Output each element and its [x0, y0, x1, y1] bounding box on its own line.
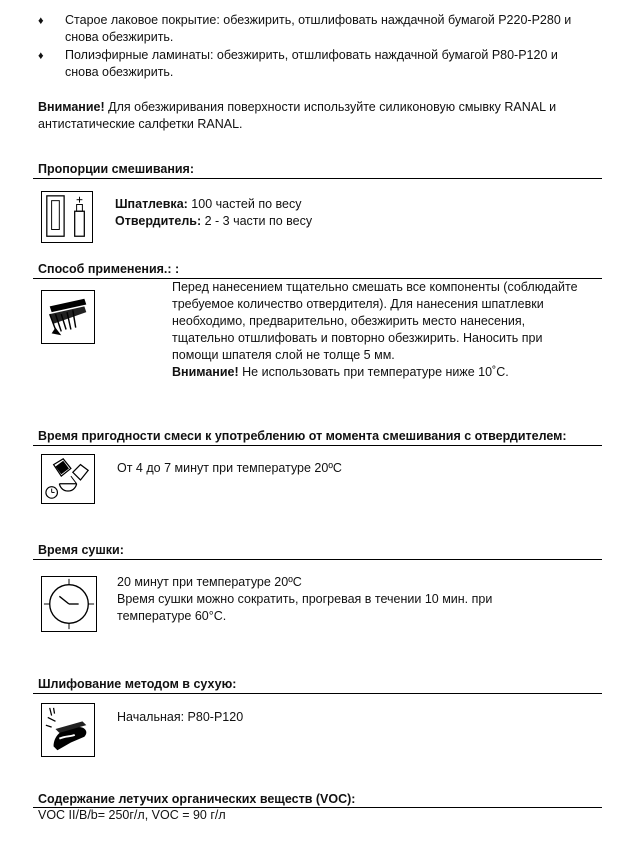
divider: [33, 559, 602, 560]
prep-item-1: Старое лаковое покрытие: обезжирить, отшлифовать наждачной бумагой P220-P280 и снова обезжирить.: [65, 13, 572, 44]
clock-icon: [41, 576, 97, 632]
drying-text: 20 минут при температуре 20ºС Время сушки можно сократить, прогревая в течении 10 мин. при температуре 60°С.: [117, 575, 493, 623]
application-text: Перед нанесением тщательно смешать все компоненты (соблюдайте требуемое количество отвердителя). Для нанесения шпатлевки необходимо, предварительно, обезжирить место нанесения, тщательно отшлифовать и повторно обезжирить. Наносить при помощи шпателя слой не толще 5 мм. Внимание! Не использовать при температуре ниже 10˚С.: [172, 280, 578, 379]
spatula-icon: [41, 290, 95, 344]
prep-item-2: Полиэфирные ламинаты: обезжирить, отшлифовать наждачной бумагой P80-P120 и снова обезжирить.: [65, 48, 558, 79]
bullet-icon: ♦: [38, 15, 44, 27]
divider: [33, 693, 602, 694]
bullet-icon: ♦: [38, 50, 44, 62]
voc-title: Содержание летучих органических веществ (VOC):: [38, 792, 356, 806]
divider: [33, 445, 602, 446]
divider: [33, 178, 602, 179]
pot-life-icon: [41, 454, 95, 504]
application-title: Способ применения.: :: [38, 262, 180, 276]
potlife-text: От 4 до 7 минут при температуре 20ºС: [117, 461, 342, 475]
sanding-title: Шлифование методом в сухую:: [38, 677, 237, 691]
voc-text: VOC II/B/b= 250г/л, VOC = 90 г/л: [38, 808, 226, 822]
drying-title: Время сушки:: [38, 543, 124, 557]
mixing-ratio-icon: [41, 191, 93, 243]
sanding-text: Начальная: P80-P120: [117, 710, 244, 724]
mixing-title: Пропорции смешивания:: [38, 162, 195, 176]
mixing-text: Шпатлевка: 100 частей по весу Отвердитель: 2 - 3 части по весу: [115, 197, 313, 228]
degrease-warning: Внимание! Для обезжиривания поверхности используйте силиконовую смывку RANAL и антистатические салфетки RANAL.: [38, 100, 557, 131]
hand-sanding-icon: [41, 703, 95, 757]
potlife-title: Время пригодности смеси к употреблению от момента смешивания с отвердителем:: [38, 429, 567, 443]
